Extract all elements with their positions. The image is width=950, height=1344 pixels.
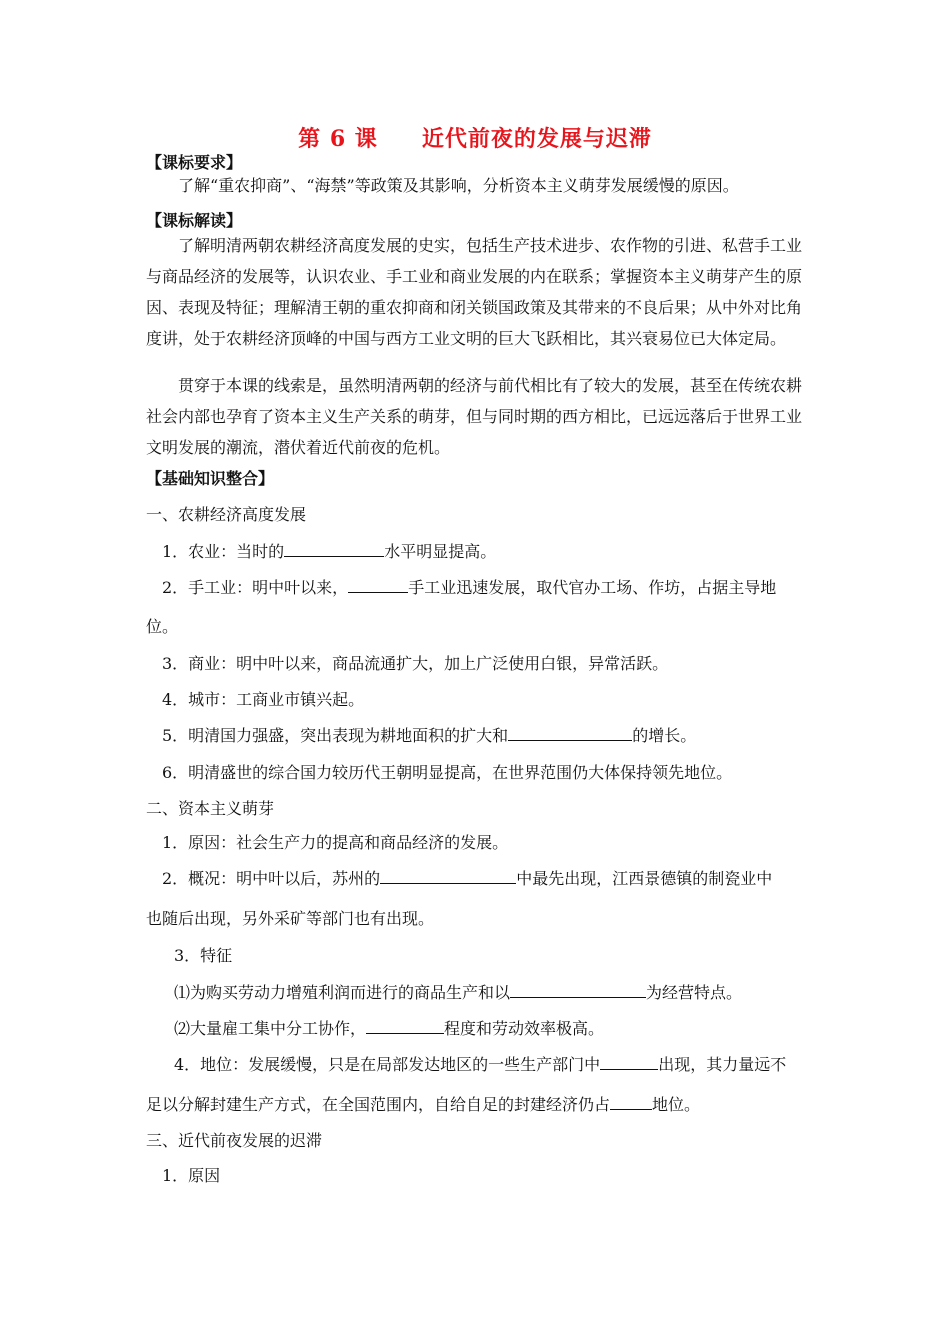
fill-in-blank[interactable] <box>366 1018 444 1034</box>
list-item: 6．明清盛世的综合国力较历代王朝明显提高，在世界范围仍大体保持领先地位。 <box>162 763 733 782</box>
list-item-continuation: 也随后出现，另外采矿等部门也有出现。 <box>146 909 435 928</box>
fill-in-blank[interactable] <box>380 868 516 884</box>
part1-title: 一、农耕经济高度发展 <box>146 505 307 524</box>
lesson-title <box>0 122 950 153</box>
lesson-name: 近代前夜的发展与迟滞 <box>421 126 652 152</box>
list-item: 2．概况：明中叶以后，苏州的 中最先出现，江西景德镇的制瓷业中 <box>162 869 773 888</box>
list-item: 1．农业：当时的 水平明显提高。 <box>162 542 497 561</box>
list-item: ⑵大量雇工集中分工协作， 程度和劳动效率极高。 <box>174 1019 605 1038</box>
part2-title: 二、资本主义萌芽 <box>146 799 275 818</box>
fill-in-blank[interactable] <box>510 982 646 998</box>
section-heading-interpretation: 【课标解读】 <box>146 211 243 230</box>
list-item: 4．地位：发展缓慢，只是在局部发达地区的一些生产部门中 出现，其力量远不 <box>174 1055 787 1074</box>
list-item: 1．原因 <box>162 1166 221 1185</box>
list-item: 2．手工业：明中叶以来， 手工业迅速发展，取代官办工场、作坊，占据主导地 <box>162 578 777 597</box>
requirements-text: 了解“重农抑商”、“海禁”等政策及其影响，分析资本主义萌芽发展缓慢的原因。 <box>178 176 739 195</box>
fill-in-blank[interactable] <box>508 725 632 741</box>
fill-in-blank[interactable] <box>610 1094 652 1110</box>
interpretation-paragraph-1: 了解明清两朝农耕经济高度发展的史实，包括生产技术进步、农作物的引进、私营手工业与商品经济的发展等，认识农业、手工业和商业发展的内在联系；掌握资本主义萌芽产生的原因、表现及特征；理解清王朝的重农抑商和闭关锁国政策及其带来的不良后果；从中外对比角度讲，处于农耕经济顶峰的中国与西方工业文明的巨大飞跃相比，其兴衰易位已大体定局。 <box>146 236 803 348</box>
list-item: ⑴为购买劳动力增殖利润而进行的商品生产和以 为经营特点。 <box>174 983 743 1002</box>
list-item-continuation: 足以分解封建生产方式，在全国范围内，自给自足的封建经济仍占 地位。 <box>146 1095 701 1114</box>
list-item-continuation: 位。 <box>146 617 179 636</box>
lesson-number: 第 6 课 <box>298 126 378 152</box>
interpretation-paragraph-2: 贯穿于本课的线索是，虽然明清两朝的经济与前代相比有了较大的发展，甚至在传统农耕社会内部也孕育了资本主义生产关系的萌芽，但与同时期的西方相比，已远远落后于世界工业文明发展的潮流，潜伏着近代前夜的危机。 <box>146 376 803 457</box>
section-heading-knowledge: 【基础知识整合】 <box>146 469 275 488</box>
list-item: 3．特征 <box>174 946 233 965</box>
list-item: 1．原因：社会生产力的提高和商品经济的发展。 <box>162 833 509 852</box>
fill-in-blank[interactable] <box>600 1054 658 1070</box>
fill-in-blank[interactable] <box>348 577 408 593</box>
fill-in-blank[interactable] <box>284 541 384 557</box>
list-item: 4．城市：工商业市镇兴起。 <box>162 690 365 709</box>
part3-title: 三、近代前夜发展的迟滞 <box>146 1131 323 1150</box>
list-item: 5．明清国力强盛，突出表现为耕地面积的扩大和 的增长。 <box>162 726 697 745</box>
list-item: 3．商业：明中叶以来，商品流通扩大，加上广泛使用白银，异常活跃。 <box>162 654 669 673</box>
section-heading-requirements: 【课标要求】 <box>146 153 243 172</box>
